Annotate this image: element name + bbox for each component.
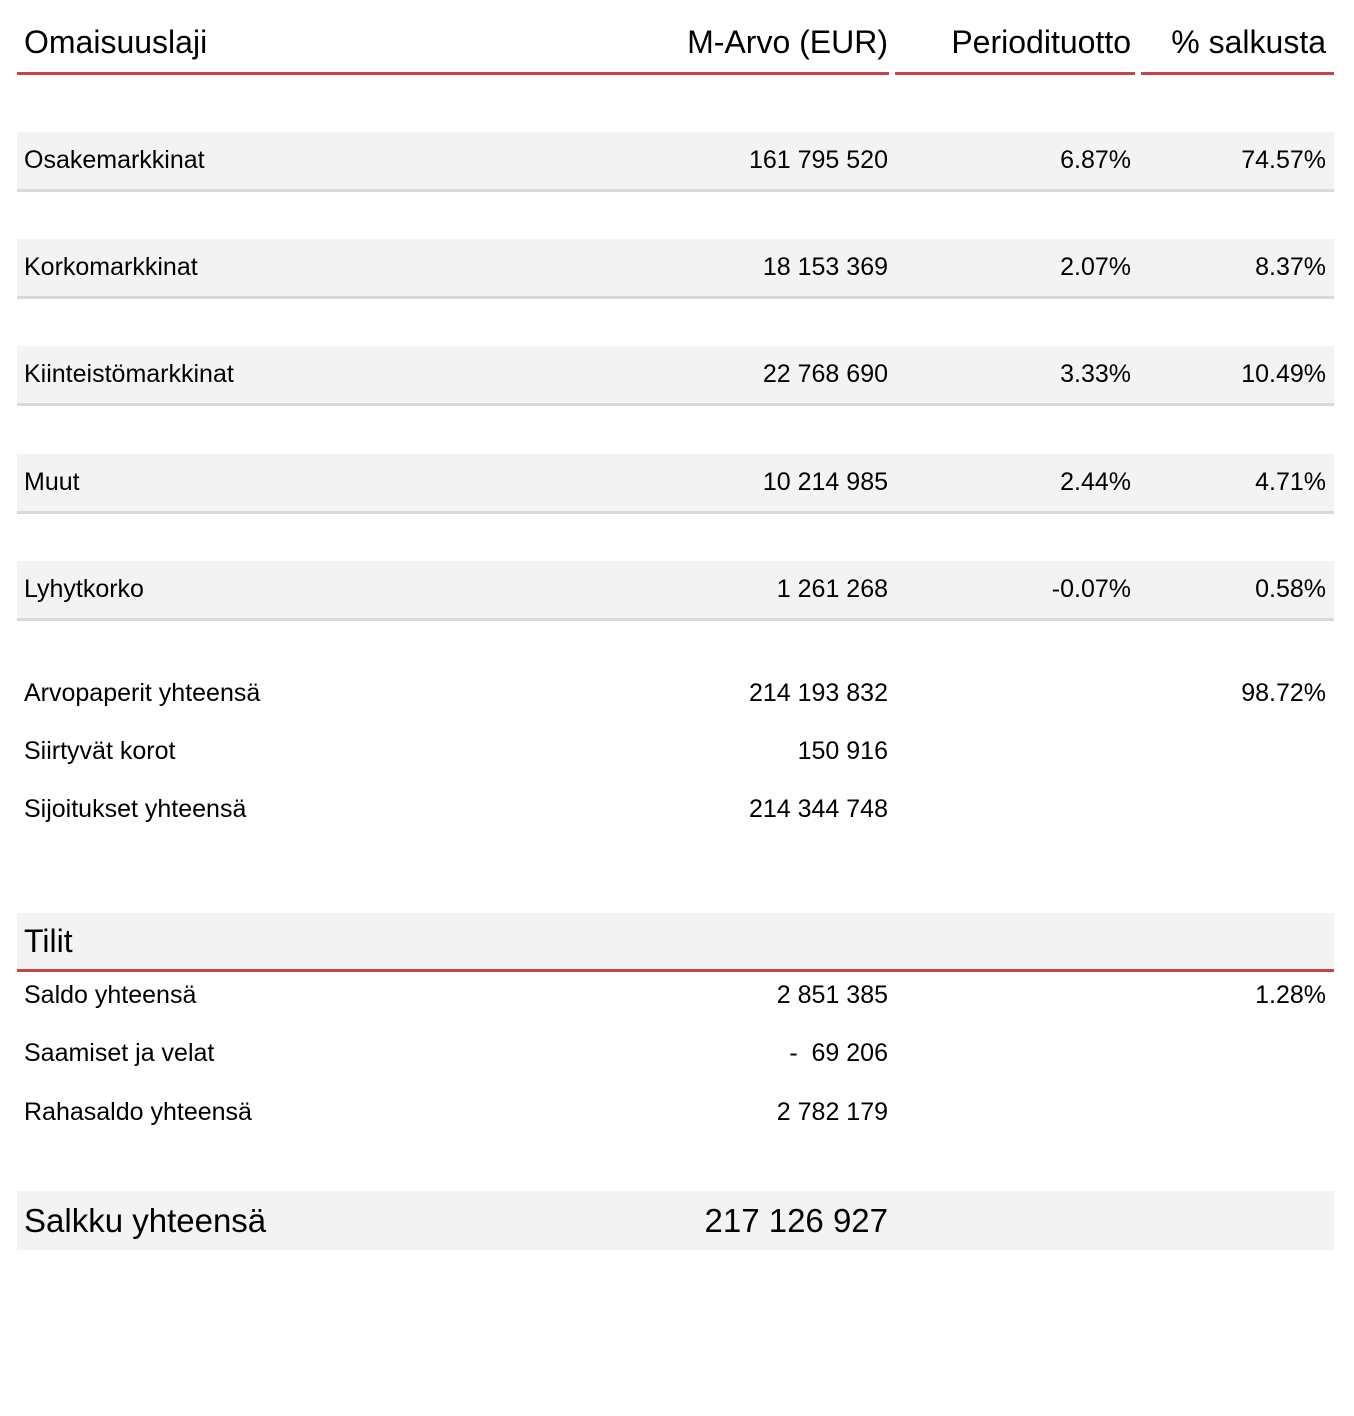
- asset-portfolio-share: 8.37%: [1255, 253, 1326, 281]
- total-value: 214 193 832: [748, 678, 888, 707]
- asset-period-return: -0.07%: [1051, 575, 1131, 603]
- column-divider: [1135, 16, 1141, 75]
- account-value: 2 851 385: [776, 980, 888, 1009]
- accounts-section-header: [17, 913, 1334, 972]
- column-header-asset-class: Omaisuuslaji: [24, 23, 208, 60]
- asset-period-return: 3.33%: [1060, 360, 1131, 388]
- total-value: 214 344 748: [748, 794, 888, 823]
- asset-row: [17, 561, 1334, 621]
- asset-period-return: 6.87%: [1060, 146, 1131, 174]
- account-label: Saldo yhteensä: [24, 980, 197, 1009]
- table-header: [17, 16, 1334, 75]
- portfolio-total-row: [17, 1191, 1334, 1250]
- portfolio-total-value: 217 126 927: [704, 1201, 888, 1239]
- asset-portfolio-share: 4.71%: [1255, 468, 1326, 496]
- asset-name: Lyhytkorko: [24, 575, 144, 603]
- column-header-period-return: Periodituotto: [951, 23, 1131, 60]
- account-label: Rahasaldo yhteensä: [24, 1097, 252, 1126]
- total-label: Sijoitukset yhteensä: [24, 794, 247, 823]
- asset-name: Osakemarkkinat: [24, 146, 205, 174]
- portfolio-total-label: Salkku yhteensä: [24, 1201, 267, 1239]
- asset-row: [17, 346, 1334, 406]
- section-title: Tilit: [24, 922, 73, 959]
- account-label: Saamiset ja velat: [24, 1038, 215, 1067]
- accrued-interest-row: [17, 722, 1334, 780]
- asset-market-value: 10 214 985: [762, 468, 888, 496]
- asset-market-value: 18 153 369: [762, 253, 888, 281]
- total-label: Arvopaperit yhteensä: [24, 678, 261, 707]
- account-value: - 69 206: [789, 1038, 888, 1067]
- total-value: 150 916: [797, 736, 888, 765]
- column-divider: [889, 16, 895, 75]
- asset-market-value: 22 768 690: [762, 360, 888, 388]
- investments-total-row: [17, 780, 1334, 838]
- account-share: 1.28%: [1255, 980, 1326, 1009]
- asset-row: [17, 239, 1334, 299]
- asset-name: Muut: [24, 468, 80, 496]
- asset-portfolio-share: 74.57%: [1241, 146, 1326, 174]
- asset-period-return: 2.44%: [1060, 468, 1131, 496]
- column-header-market-value: M-Arvo (EUR): [687, 23, 888, 60]
- asset-portfolio-share: 10.49%: [1241, 360, 1326, 388]
- asset-market-value: 161 795 520: [748, 146, 888, 174]
- securities-total-row: [17, 664, 1334, 722]
- account-row: [17, 966, 1334, 1024]
- asset-row: [17, 132, 1334, 192]
- asset-market-value: 1 261 268: [776, 575, 888, 603]
- asset-portfolio-share: 0.58%: [1255, 575, 1326, 603]
- asset-name: Korkomarkkinat: [24, 253, 198, 281]
- asset-period-return: 2.07%: [1060, 253, 1131, 281]
- account-row: [17, 1083, 1334, 1141]
- account-row: [17, 1024, 1334, 1082]
- total-share: 98.72%: [1241, 678, 1326, 707]
- account-value: 2 782 179: [776, 1097, 888, 1126]
- asset-name: Kiinteistömarkkinat: [24, 360, 234, 388]
- column-header-portfolio-share: % salkusta: [1171, 23, 1326, 60]
- asset-row: [17, 454, 1334, 514]
- total-label: Siirtyvät korot: [24, 736, 176, 765]
